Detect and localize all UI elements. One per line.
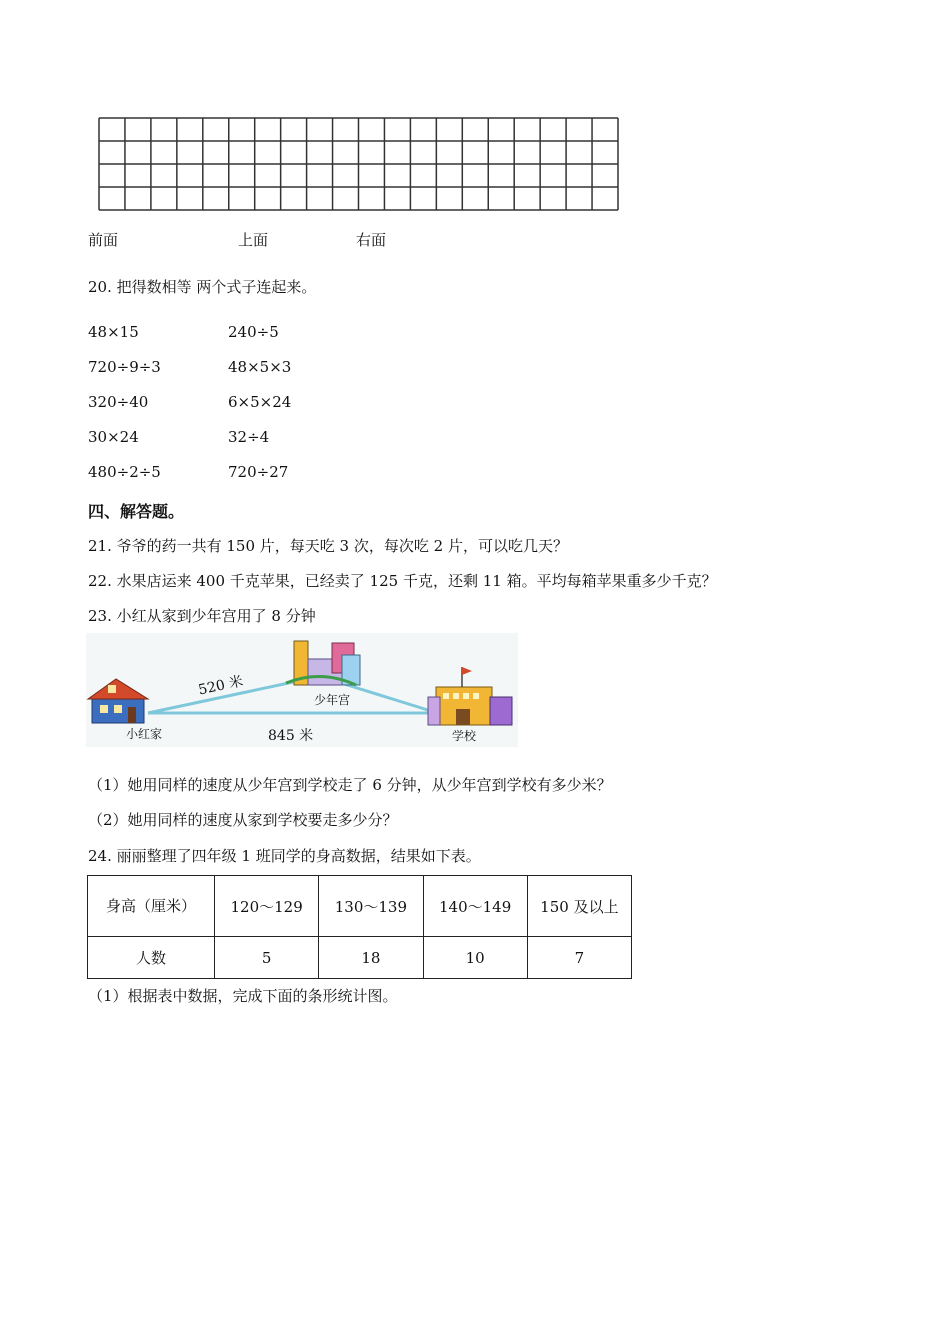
q23-text: 23. 小红从家到少年宫用了 8 分钟 bbox=[88, 607, 316, 625]
header-cell-4: 150 及以上 bbox=[527, 876, 631, 937]
view-label-front: 前面 bbox=[88, 231, 119, 249]
height-table bbox=[87, 875, 632, 979]
label-home: 小红家 bbox=[126, 727, 163, 741]
house-icon bbox=[88, 679, 148, 723]
route-palace-school bbox=[341, 683, 431, 711]
q20-left-expr-2[interactable]: 720÷9÷3 bbox=[88, 358, 161, 376]
section-heading: 四、解答题。 bbox=[88, 502, 185, 521]
q20-right-expr-2[interactable]: 48×5×3 bbox=[228, 358, 292, 376]
label-palace: 少年宫 bbox=[314, 693, 351, 707]
q24-text: 24. 丽丽整理了四年级 1 班同学的身高数据，结果如下表。 bbox=[88, 847, 481, 865]
value-cell-2: 18 bbox=[319, 937, 423, 979]
q24-sub1: （1）根据表中数据，完成下面的条形统计图。 bbox=[88, 987, 398, 1005]
header-cell-1: 120～129 bbox=[215, 876, 319, 937]
route-illustration bbox=[86, 633, 518, 747]
q20-right-expr-1[interactable]: 240÷5 bbox=[228, 323, 279, 341]
table-header-row bbox=[88, 876, 632, 937]
table-count-row bbox=[88, 937, 632, 979]
q22-text: 22. 水果店运来 400 千克苹果，已经卖了 125 千克，还剩 11 箱。平均每箱苹果重多少千克？ bbox=[88, 572, 717, 590]
distance-home-palace: 520 米 bbox=[197, 673, 245, 699]
drawing-grid bbox=[98, 117, 619, 211]
label-school: 学校 bbox=[452, 729, 477, 743]
q20-title: 20. 把得数相等 两个式子连起来。 bbox=[88, 278, 317, 296]
grid-svg bbox=[98, 117, 619, 211]
view-label-right: 右面 bbox=[356, 231, 387, 249]
q23-sub1: （1）她用同样的速度从少年宫到学校走了 6 分钟，从少年宫到学校有多少米？ bbox=[88, 776, 612, 794]
school-icon bbox=[428, 667, 512, 725]
q20-left-expr-4[interactable]: 30×24 bbox=[88, 428, 139, 446]
header-cell-2: 130～139 bbox=[319, 876, 423, 937]
q20-right-expr-5[interactable]: 720÷27 bbox=[228, 463, 289, 481]
view-label-top: 上面 bbox=[238, 231, 269, 249]
value-cell-3: 10 bbox=[423, 937, 527, 979]
value-cell-1: 5 bbox=[215, 937, 319, 979]
value-cell-4: 7 bbox=[527, 937, 631, 979]
q20-right-expr-4[interactable]: 32÷4 bbox=[228, 428, 270, 446]
q20-right-expr-3[interactable]: 6×5×24 bbox=[228, 393, 292, 411]
distance-home-school: 845 米 bbox=[268, 728, 314, 744]
q20-left-expr-1[interactable]: 48×15 bbox=[88, 323, 139, 341]
q23-sub2: （2）她用同样的速度从家到学校要走多少分？ bbox=[88, 811, 398, 829]
q20-left-expr-5[interactable]: 480÷2÷5 bbox=[88, 463, 161, 481]
header-cell-3: 140～149 bbox=[423, 876, 527, 937]
q21-text: 21. 爷爷的药一共有 150 片，每天吃 3 次，每次吃 2 片，可以吃几天？ bbox=[88, 537, 568, 555]
q20-left-expr-3[interactable]: 320÷40 bbox=[88, 393, 149, 411]
row-label-cell: 人数 bbox=[88, 937, 215, 979]
palace-icon bbox=[286, 641, 360, 685]
header-label-cell: 身高（厘米） bbox=[88, 876, 215, 937]
